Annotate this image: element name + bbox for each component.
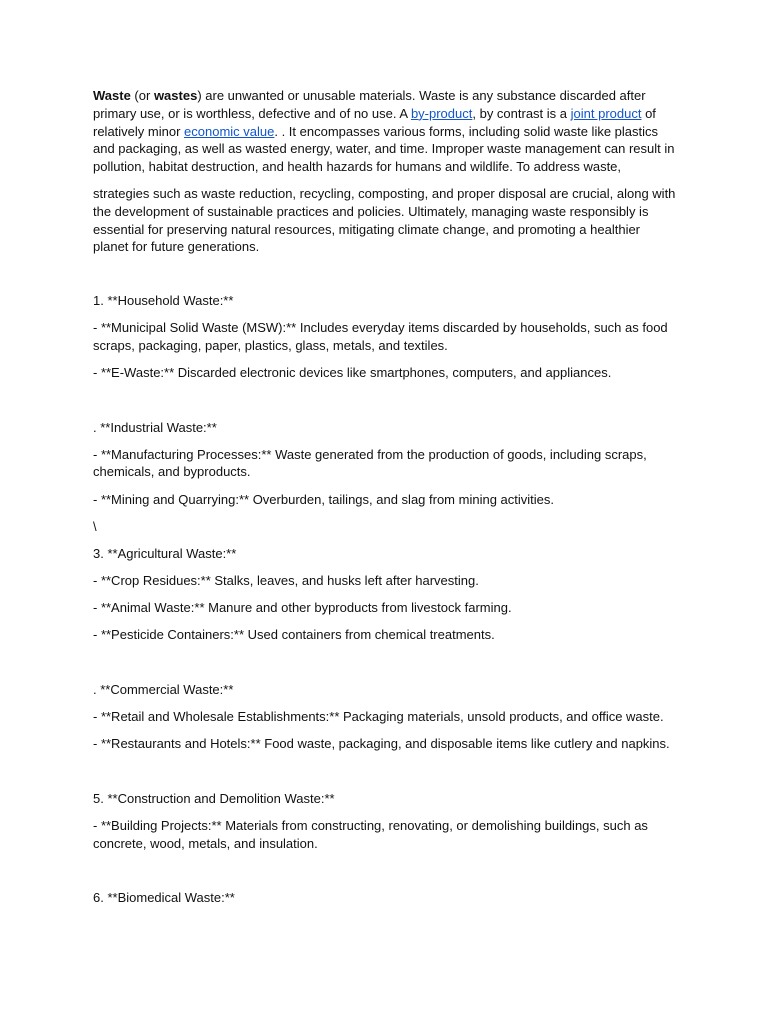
section-heading-agricultural: 3. **Agricultural Waste:** — [93, 545, 237, 561]
section-heading-commercial: . **Commercial Waste:** — [93, 682, 234, 698]
term-wastes: wastes — [153, 88, 198, 103]
intro-paragraph-2: strategies such as waste reduction, recycling, composting, and proper disposal are crucial, along with the development of sustainable practices and policies. Ultimately, managing waste responsibly is essential for preserving natural resources, mitigating climate change, and promoting a healthier planet for future generations. — [93, 185, 676, 255]
link-economic-value[interactable]: economic value — [184, 123, 275, 139]
intro-text-3: of relatively minor — [93, 105, 656, 139]
document-body — [93, 87, 678, 916]
list-item: - **Manufacturing Processes:** Waste generated from the production of goods, including scraps, chemicals, and byproducts. — [93, 446, 647, 480]
list-item: - **Restaurants and Hotels:** Food waste, packaging, and disposable items like cutlery and napkins. — [93, 736, 670, 752]
section-heading-biomedical: 6. **Biomedical Waste:** — [93, 890, 235, 906]
list-item: - **E-Waste:** Discarded electronic devices like smartphones, computers, and appliances. — [93, 365, 612, 381]
term-waste: Waste — [93, 88, 131, 103]
list-item: - **Crop Residues:** Stalks, leaves, and husks left after harvesting. — [93, 572, 479, 588]
link-by-product[interactable]: by-product — [410, 105, 473, 121]
list-item: - **Mining and Quarrying:** Overburden, tailings, and slag from mining activities. — [93, 491, 554, 507]
intro-text-4: . . It encompasses various forms, including solid waste like plastics and packaging, as well as wasted energy, water, and time. Improper waste management can result in pollution, habitat destruction, and health hazards for humans and wildlife. To address waste, — [93, 123, 675, 175]
list-item: - **Animal Waste:** Manure and other byproducts from livestock farming. — [93, 599, 512, 615]
link-joint-product[interactable]: joint product — [570, 105, 642, 121]
list-item: - **Pesticide Containers:** Used containers from chemical treatments. — [93, 627, 495, 643]
section-heading-industrial: . **Industrial Waste:** — [93, 419, 217, 435]
intro-paragraph — [93, 87, 678, 176]
intro-text-1: ) are unwanted or unusable materials. Waste is any substance discarded after primary use, or is worthless, defective and of no use. A — [93, 88, 646, 121]
list-item: - **Building Projects:** Materials from constructing, renovating, or demolishing buildings, such as concrete, wood, metals, and insulation. — [93, 817, 648, 851]
list-item: - **Municipal Solid Waste (MSW):** Includes everyday items discarded by households, such as food scraps, packaging, paper, plastics, glass, metals, and textiles. — [93, 319, 668, 353]
intro-text-or: (or — [130, 88, 154, 103]
list-item: - **Retail and Wholesale Establishments:** Packaging materials, unsold products, and office waste. — [93, 708, 664, 724]
stray-backslash: \ — [93, 519, 97, 535]
section-heading-household: 1. **Household Waste:** — [93, 293, 234, 309]
section-heading-construction: 5. **Construction and Demolition Waste:** — [93, 790, 335, 806]
intro-text-2: , by contrast is a — [472, 105, 571, 121]
